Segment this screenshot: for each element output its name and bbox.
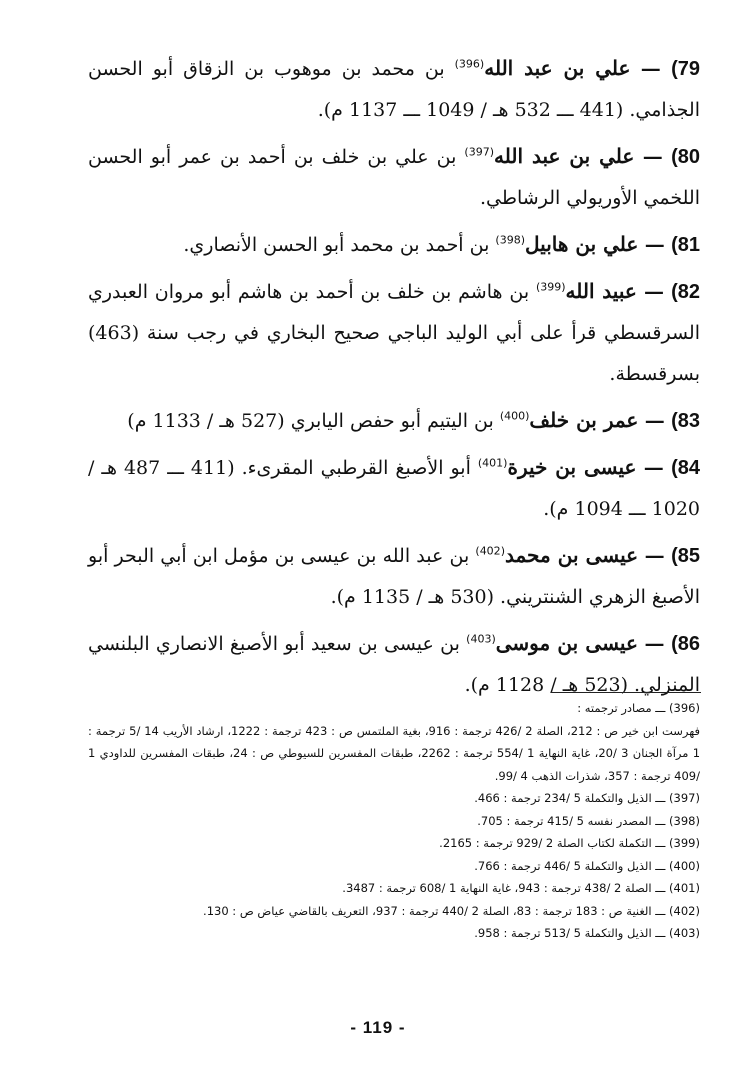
entry-body: بن اليتيم أبو حفص اليابري (527 هـ / 1133 م) [127, 410, 500, 432]
entry-body: بن عبد الله بن عيسى بن مؤمل ابن أبي البحر أبو الأصبغ الزهري الشنتريني. (530 هـ / 1135 م). [88, 545, 700, 608]
entry-number: 84) [671, 457, 701, 479]
footnote-396-heading: (396) ـــ مصادر ترجمته : [577, 701, 700, 715]
page-number: - 119 - [350, 1018, 406, 1037]
entry-dash: — [642, 144, 663, 168]
entry-body: بن علي بن خلف بن أحمد بن عمر أبو الحسن اللخمي الأوريولي الرشاطي. [88, 146, 700, 209]
entry-number: 79) [671, 58, 700, 80]
entry-name: علي بن عبد الله [484, 56, 631, 80]
entry-dash: — [640, 56, 661, 80]
entry-name: عبيد الله [565, 279, 637, 303]
entry-79 [88, 48, 700, 130]
footnotes [88, 697, 700, 945]
entry-dash: — [644, 631, 665, 655]
footnote-ref: (403) [466, 632, 496, 646]
footnote-401: (401) ـــ الصلة 2 /438 ترجمة : 943، غاية النهاية 1 /608 ترجمة : 3487. [342, 881, 700, 895]
entry-number: 81) [671, 234, 700, 256]
footnote-402: (402) ـــ الغنية ص : 183 ترجمة : 83، الصلة 2 /440 ترجمة : 937، التعريف بالقاضي عياض ص : 130. [203, 903, 700, 918]
footnote-ref: (397) [464, 145, 495, 159]
entry-81 [88, 224, 700, 265]
entry-body: بن هاشم بن خلف بن أحمد بن هاشم أبو مروان العبدري السرقسطي قرأ على أبي الوليد الباجي صحيح البخاري في رجب سنة (463) بسرقسطة. [88, 281, 700, 385]
entry-body: بن عيسى بن سعيد أبو الأصبغ الانصاري البلنسي المنزلي. (523 هـ / 1128 م). [88, 633, 700, 696]
footnote-divider [551, 692, 701, 693]
entry-body: بن أحمد بن محمد أبو الحسن الأنصاري. [183, 234, 496, 256]
entry-name: عيسى بن خيرة [507, 455, 637, 479]
footnote-ref: (402) [475, 544, 505, 558]
footnote-400: (400) ـــ الذيل والتكملة 5 /446 ترجمة : 766. [474, 858, 700, 873]
entry-80 [88, 136, 700, 218]
footnote-ref: (400) [499, 409, 530, 423]
footnote-397: (397) ـــ الذيل والتكملة 5 /234 ترجمة : 466. [474, 791, 700, 805]
footnote-ref: (401) [477, 456, 508, 470]
entry-number: 83) [671, 410, 700, 432]
entry-number: 82) [671, 281, 701, 303]
entry-name: عمر بن خلف [529, 408, 639, 432]
entry-body: بن محمد بن موهوب بن الزقاق أبو الحسن الجذامي. (441 ـــ 532 هـ / 1049 ـــ 1137 م). [88, 58, 700, 121]
entry-83 [88, 400, 700, 441]
entry-number: 86) [671, 633, 700, 655]
entry-dash: — [643, 279, 664, 303]
entry-84 [88, 447, 700, 529]
entry-85 [88, 535, 700, 617]
footnote-ref: (396) [454, 57, 485, 71]
footnote-ref: (398) [495, 233, 526, 247]
entry-number: 80) [671, 146, 701, 168]
entry-82 [88, 271, 700, 394]
entry-body: أبو الأصبغ القرطبي المقرىء. (411 ـــ 487 هـ / 1020 ـــ 1094 م). [88, 457, 700, 520]
biography-entries [88, 48, 700, 711]
entry-name: عيسى بن محمد [504, 543, 639, 567]
footnote-399: (399) ـــ التكملة لكتاب الصلة 2 /929 ترجمة : 2165. [439, 836, 700, 850]
footnote-ref: (399) [535, 280, 566, 294]
entry-dash: — [644, 543, 665, 567]
entry-name: علي بن هابيل [525, 232, 639, 256]
entry-name: عيسى بن موسى [495, 631, 638, 655]
footnote-396-sources: فهرست ابن خير ص : 212، الصلة 2 /426 ترجمة : 916، بغية الملتمس ص : 423 ترجمة : 1222، ارشاد الأريب 14 /5 ترجمة : 1 مرآة الجنان 3 /20، غاية النهاية 1 /554 ترجمة : 2262، طبقات المفسرين للسيوطي ص : 24، طبقات المفسرين للداودي 1 /409 ترجمة : 357، شذرات الذهب 4 /99. [88, 723, 700, 783]
entry-name: علي بن عبد الله [494, 144, 635, 168]
footnote-403: (403) ـــ الذيل والتكملة 5 /513 ترجمة : 958. [474, 926, 700, 940]
entry-dash: — [644, 232, 665, 256]
entry-dash: — [643, 455, 664, 479]
entry-dash: — [644, 408, 665, 432]
footnote-398: (398) ـــ المصدر نفسه 5 /415 ترجمة : 705. [477, 813, 700, 828]
entry-number: 85) [671, 545, 700, 567]
